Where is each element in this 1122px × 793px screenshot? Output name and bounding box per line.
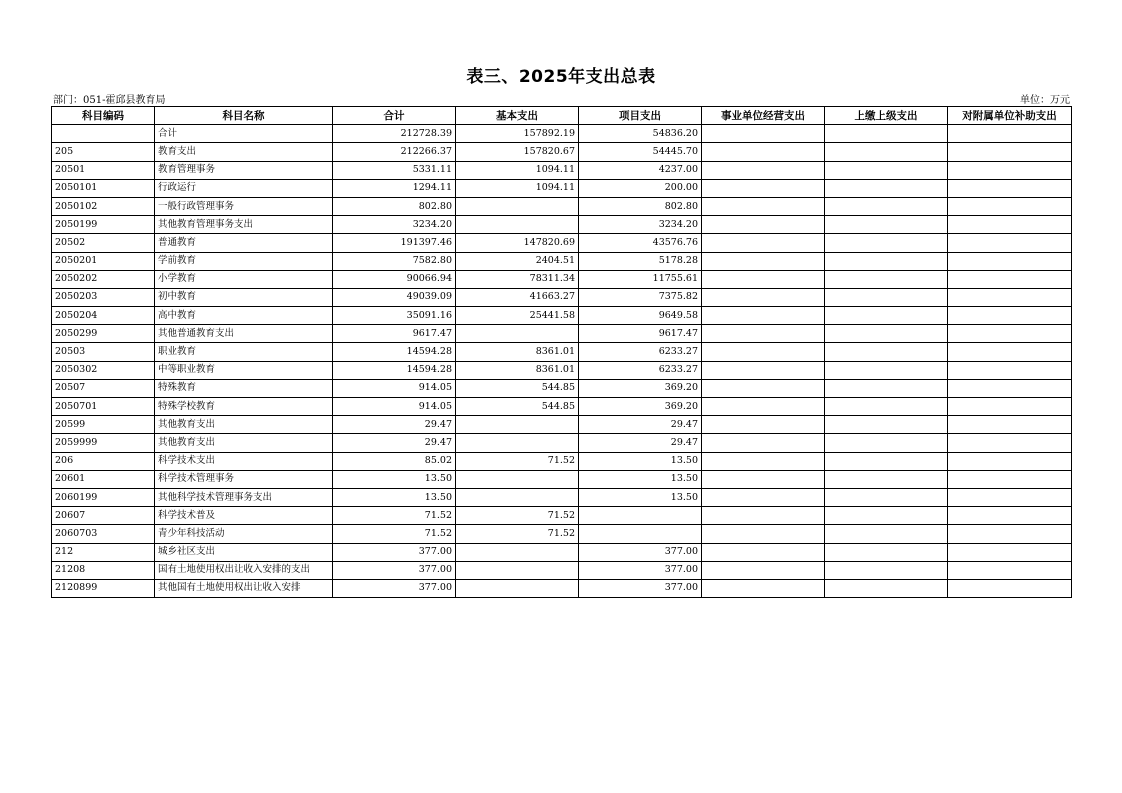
cell-code: 2120899 xyxy=(52,579,155,597)
cell-code: 20502 xyxy=(52,234,155,252)
cell-operating xyxy=(702,216,825,234)
cell-project: 29.47 xyxy=(579,434,702,452)
cell-total: 49039.09 xyxy=(333,288,456,306)
cell-subsidy xyxy=(948,161,1072,179)
cell-name: 小学教育 xyxy=(155,270,333,288)
cell-code: 2050199 xyxy=(52,216,155,234)
cell-code: 20501 xyxy=(52,161,155,179)
cell-name: 科学技术支出 xyxy=(155,452,333,470)
cell-code: 2060199 xyxy=(52,488,155,506)
cell-basic: 71.52 xyxy=(456,452,579,470)
cell-project: 369.20 xyxy=(579,379,702,397)
table-row xyxy=(52,179,1072,197)
cell-basic: 157820.67 xyxy=(456,143,579,161)
header-code: 科目编码 xyxy=(52,107,155,125)
cell-basic xyxy=(456,561,579,579)
cell-name: 高中教育 xyxy=(155,307,333,325)
cell-project: 3234.20 xyxy=(579,216,702,234)
expenditure-table xyxy=(51,106,1072,598)
cell-code: 2050202 xyxy=(52,270,155,288)
cell-upper xyxy=(825,398,948,416)
unit-label: 单位：万元 xyxy=(1020,95,1070,106)
cell-code: 2060703 xyxy=(52,525,155,543)
cell-project: 9617.47 xyxy=(579,325,702,343)
cell-project: 54445.70 xyxy=(579,143,702,161)
cell-operating xyxy=(702,161,825,179)
cell-code: 206 xyxy=(52,452,155,470)
cell-total: 90066.94 xyxy=(333,270,456,288)
cell-basic: 147820.69 xyxy=(456,234,579,252)
cell-subsidy xyxy=(948,488,1072,506)
cell-project: 13.50 xyxy=(579,452,702,470)
cell-code: 20507 xyxy=(52,379,155,397)
cell-upper xyxy=(825,288,948,306)
cell-basic xyxy=(456,416,579,434)
cell-basic xyxy=(456,543,579,561)
cell-subsidy xyxy=(948,379,1072,397)
cell-code: 2050201 xyxy=(52,252,155,270)
table-row xyxy=(52,288,1072,306)
cell-name: 合计 xyxy=(155,125,333,143)
cell-code: 2050302 xyxy=(52,361,155,379)
cell-total: 14594.28 xyxy=(333,343,456,361)
cell-operating xyxy=(702,452,825,470)
cell-basic: 1094.11 xyxy=(456,179,579,197)
cell-upper xyxy=(825,252,948,270)
cell-total: 71.52 xyxy=(333,525,456,543)
cell-project: 802.80 xyxy=(579,197,702,215)
cell-basic: 157892.19 xyxy=(456,125,579,143)
table-row xyxy=(52,361,1072,379)
cell-upper xyxy=(825,361,948,379)
cell-project: 4237.00 xyxy=(579,161,702,179)
cell-project: 13.50 xyxy=(579,470,702,488)
cell-upper xyxy=(825,307,948,325)
cell-operating xyxy=(702,252,825,270)
cell-subsidy xyxy=(948,343,1072,361)
cell-project: 377.00 xyxy=(579,543,702,561)
cell-total: 1294.11 xyxy=(333,179,456,197)
cell-upper xyxy=(825,270,948,288)
cell-name: 中等职业教育 xyxy=(155,361,333,379)
cell-basic: 1094.11 xyxy=(456,161,579,179)
cell-total: 14594.28 xyxy=(333,361,456,379)
table-row xyxy=(52,252,1072,270)
cell-code: 20601 xyxy=(52,470,155,488)
table-row xyxy=(52,434,1072,452)
cell-subsidy xyxy=(948,470,1072,488)
cell-operating xyxy=(702,525,825,543)
cell-upper xyxy=(825,488,948,506)
cell-basic: 8361.01 xyxy=(456,343,579,361)
cell-operating xyxy=(702,379,825,397)
cell-operating xyxy=(702,270,825,288)
cell-name: 青少年科技活动 xyxy=(155,525,333,543)
cell-project: 11755.61 xyxy=(579,270,702,288)
cell-upper xyxy=(825,561,948,579)
cell-project: 5178.28 xyxy=(579,252,702,270)
cell-subsidy xyxy=(948,507,1072,525)
cell-code: 21208 xyxy=(52,561,155,579)
cell-total: 13.50 xyxy=(333,488,456,506)
cell-total: 802.80 xyxy=(333,197,456,215)
cell-upper xyxy=(825,525,948,543)
cell-operating xyxy=(702,470,825,488)
cell-basic: 78311.34 xyxy=(456,270,579,288)
cell-project: 9649.58 xyxy=(579,307,702,325)
cell-subsidy xyxy=(948,398,1072,416)
header-name: 科目名称 xyxy=(155,107,333,125)
cell-name: 一般行政管理事务 xyxy=(155,197,333,215)
cell-project xyxy=(579,525,702,543)
table-row xyxy=(52,525,1072,543)
table-row xyxy=(52,125,1072,143)
cell-total: 212266.37 xyxy=(333,143,456,161)
table-row xyxy=(52,398,1072,416)
cell-upper xyxy=(825,125,948,143)
table-row xyxy=(52,416,1072,434)
cell-subsidy xyxy=(948,452,1072,470)
header-basic: 基本支出 xyxy=(456,107,579,125)
cell-code: 205 xyxy=(52,143,155,161)
cell-basic xyxy=(456,434,579,452)
cell-operating xyxy=(702,325,825,343)
cell-name: 教育支出 xyxy=(155,143,333,161)
cell-name: 教育管理事务 xyxy=(155,161,333,179)
cell-name: 行政运行 xyxy=(155,179,333,197)
table-row xyxy=(52,343,1072,361)
cell-project: 43576.76 xyxy=(579,234,702,252)
cell-total: 13.50 xyxy=(333,470,456,488)
cell-total: 9617.47 xyxy=(333,325,456,343)
table-row xyxy=(52,561,1072,579)
cell-upper xyxy=(825,161,948,179)
page-title: 表三、2025年支出总表 xyxy=(466,67,656,87)
cell-name: 科学技术管理事务 xyxy=(155,470,333,488)
cell-subsidy xyxy=(948,579,1072,597)
cell-code: 2050102 xyxy=(52,197,155,215)
cell-subsidy xyxy=(948,525,1072,543)
header-total: 合计 xyxy=(333,107,456,125)
cell-upper xyxy=(825,416,948,434)
cell-basic xyxy=(456,325,579,343)
cell-subsidy xyxy=(948,125,1072,143)
cell-operating xyxy=(702,234,825,252)
cell-code: 20607 xyxy=(52,507,155,525)
cell-basic: 71.52 xyxy=(456,525,579,543)
cell-operating xyxy=(702,288,825,306)
cell-subsidy xyxy=(948,197,1072,215)
cell-project: 13.50 xyxy=(579,488,702,506)
cell-subsidy xyxy=(948,216,1072,234)
cell-basic: 544.85 xyxy=(456,398,579,416)
cell-upper xyxy=(825,470,948,488)
header-project: 项目支出 xyxy=(579,107,702,125)
cell-operating xyxy=(702,125,825,143)
cell-total: 85.02 xyxy=(333,452,456,470)
cell-subsidy xyxy=(948,179,1072,197)
cell-project: 29.47 xyxy=(579,416,702,434)
cell-operating xyxy=(702,434,825,452)
cell-subsidy xyxy=(948,561,1072,579)
cell-subsidy xyxy=(948,288,1072,306)
table-row xyxy=(52,161,1072,179)
cell-project: 6233.27 xyxy=(579,361,702,379)
cell-upper xyxy=(825,343,948,361)
cell-subsidy xyxy=(948,416,1072,434)
cell-code: 2050701 xyxy=(52,398,155,416)
cell-operating xyxy=(702,361,825,379)
cell-code xyxy=(52,125,155,143)
table-body xyxy=(52,125,1072,598)
cell-subsidy xyxy=(948,234,1072,252)
cell-total: 914.05 xyxy=(333,398,456,416)
cell-operating xyxy=(702,507,825,525)
cell-upper xyxy=(825,507,948,525)
cell-total: 914.05 xyxy=(333,379,456,397)
cell-code: 20599 xyxy=(52,416,155,434)
cell-code: 2059999 xyxy=(52,434,155,452)
cell-basic: 25441.58 xyxy=(456,307,579,325)
cell-project: 369.20 xyxy=(579,398,702,416)
cell-operating xyxy=(702,398,825,416)
cell-total: 377.00 xyxy=(333,543,456,561)
cell-operating xyxy=(702,561,825,579)
cell-total: 3234.20 xyxy=(333,216,456,234)
table-row xyxy=(52,216,1072,234)
header-upper: 上缴上级支出 xyxy=(825,107,948,125)
cell-basic xyxy=(456,488,579,506)
cell-code: 2050203 xyxy=(52,288,155,306)
cell-total: 35091.16 xyxy=(333,307,456,325)
cell-project: 6233.27 xyxy=(579,343,702,361)
cell-name: 科学技术普及 xyxy=(155,507,333,525)
table-header-row xyxy=(52,107,1072,125)
cell-total: 7582.80 xyxy=(333,252,456,270)
cell-total: 191397.46 xyxy=(333,234,456,252)
cell-operating xyxy=(702,488,825,506)
cell-upper xyxy=(825,325,948,343)
cell-subsidy xyxy=(948,252,1072,270)
cell-operating xyxy=(702,307,825,325)
cell-subsidy xyxy=(948,361,1072,379)
cell-project: 377.00 xyxy=(579,561,702,579)
cell-name: 特殊学校教育 xyxy=(155,398,333,416)
cell-operating xyxy=(702,197,825,215)
cell-total: 377.00 xyxy=(333,579,456,597)
cell-name: 其他教育支出 xyxy=(155,416,333,434)
cell-project: 200.00 xyxy=(579,179,702,197)
cell-name: 其他教育管理事务支出 xyxy=(155,216,333,234)
cell-subsidy xyxy=(948,270,1072,288)
cell-subsidy xyxy=(948,434,1072,452)
cell-upper xyxy=(825,434,948,452)
cell-upper xyxy=(825,379,948,397)
header-subsidy: 对附属单位补助支出 xyxy=(948,107,1072,125)
cell-name: 普通教育 xyxy=(155,234,333,252)
cell-name: 城乡社区支出 xyxy=(155,543,333,561)
table-row xyxy=(52,234,1072,252)
table-row xyxy=(52,379,1072,397)
cell-name: 职业教育 xyxy=(155,343,333,361)
header-operating: 事业单位经营支出 xyxy=(702,107,825,125)
cell-subsidy xyxy=(948,543,1072,561)
table-row xyxy=(52,270,1072,288)
cell-name: 初中教育 xyxy=(155,288,333,306)
cell-name: 其他科学技术管理事务支出 xyxy=(155,488,333,506)
table-row xyxy=(52,143,1072,161)
cell-upper xyxy=(825,543,948,561)
cell-code: 2050204 xyxy=(52,307,155,325)
cell-total: 71.52 xyxy=(333,507,456,525)
cell-total: 377.00 xyxy=(333,561,456,579)
cell-upper xyxy=(825,179,948,197)
cell-upper xyxy=(825,197,948,215)
cell-name: 其他教育支出 xyxy=(155,434,333,452)
cell-name: 其他普通教育支出 xyxy=(155,325,333,343)
cell-name: 国有土地使用权出让收入安排的支出 xyxy=(155,561,333,579)
cell-basic: 2404.51 xyxy=(456,252,579,270)
cell-operating xyxy=(702,143,825,161)
cell-basic xyxy=(456,579,579,597)
cell-name: 其他国有土地使用权出让收入安排 xyxy=(155,579,333,597)
table-row xyxy=(52,452,1072,470)
cell-upper xyxy=(825,579,948,597)
cell-total: 29.47 xyxy=(333,434,456,452)
cell-upper xyxy=(825,216,948,234)
cell-operating xyxy=(702,179,825,197)
cell-project: 7375.82 xyxy=(579,288,702,306)
cell-operating xyxy=(702,343,825,361)
cell-basic xyxy=(456,470,579,488)
department-label: 部门：051-霍邱县教育局 xyxy=(53,95,166,106)
cell-operating xyxy=(702,416,825,434)
cell-name: 特殊教育 xyxy=(155,379,333,397)
cell-basic xyxy=(456,216,579,234)
cell-total: 29.47 xyxy=(333,416,456,434)
cell-operating xyxy=(702,543,825,561)
cell-operating xyxy=(702,579,825,597)
cell-code: 2050299 xyxy=(52,325,155,343)
cell-upper xyxy=(825,143,948,161)
cell-subsidy xyxy=(948,325,1072,343)
cell-basic: 71.52 xyxy=(456,507,579,525)
cell-code: 20503 xyxy=(52,343,155,361)
cell-basic: 41663.27 xyxy=(456,288,579,306)
table-row xyxy=(52,579,1072,597)
table-row xyxy=(52,543,1072,561)
table-row xyxy=(52,488,1072,506)
cell-name: 学前教育 xyxy=(155,252,333,270)
cell-total: 5331.11 xyxy=(333,161,456,179)
cell-basic xyxy=(456,197,579,215)
table-row xyxy=(52,507,1072,525)
table-row xyxy=(52,470,1072,488)
cell-upper xyxy=(825,234,948,252)
cell-code: 212 xyxy=(52,543,155,561)
table-row xyxy=(52,197,1072,215)
cell-basic: 8361.01 xyxy=(456,361,579,379)
cell-project xyxy=(579,507,702,525)
cell-subsidy xyxy=(948,143,1072,161)
cell-code: 2050101 xyxy=(52,179,155,197)
cell-project: 54836.20 xyxy=(579,125,702,143)
cell-upper xyxy=(825,452,948,470)
cell-subsidy xyxy=(948,307,1072,325)
cell-project: 377.00 xyxy=(579,579,702,597)
table-row xyxy=(52,307,1072,325)
cell-total: 212728.39 xyxy=(333,125,456,143)
cell-basic: 544.85 xyxy=(456,379,579,397)
table-row xyxy=(52,325,1072,343)
